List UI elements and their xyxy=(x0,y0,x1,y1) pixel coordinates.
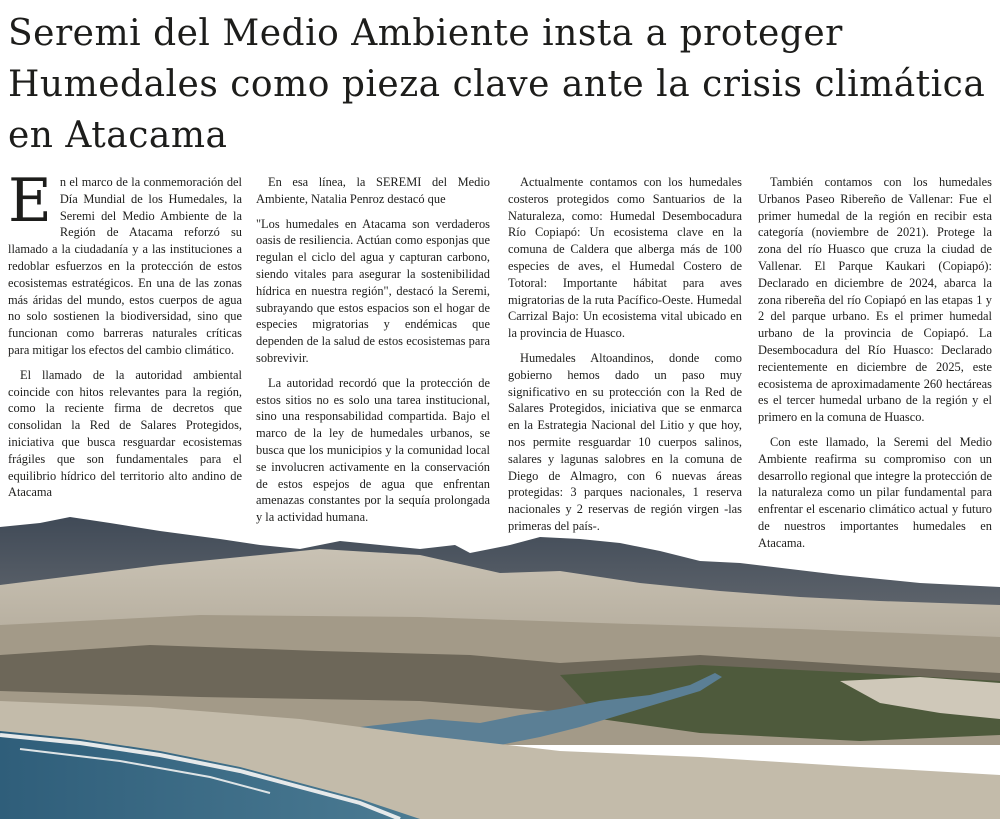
wetland-landscape-photo xyxy=(0,505,1000,819)
paragraph: En esa línea, la SEREMI del Medio Ambiente, Natalia Penroz destacó que xyxy=(256,175,490,206)
landscape-illustration xyxy=(0,505,1000,819)
paragraph: Actualmente contamos con los humedales costeros protegidos como Santuarios de la Naturaleza, como: Humedal Desembocadura Río Copiapó: Un ecosistema clave en la comuna de Caldera que alberga más de 100 especies de aves, el Humedal Costero de Totoral: Importante hábitat para aves migratorias de la ruta Pacífico-Oeste. Humedal Carrizal Bajo: Un ecosistema vital ubicado en la provincia de Huasco. xyxy=(508,175,742,341)
paragraph: También contamos con los humedales Urbanos Paseo Ribereño de Vallenar: Fue el primer humedal de la región en recibir esta categoría (noviembre de 2021). Protege la zona del río Huasco que cruza la ciudad de Vallenar. El Parque Kaukari (Copiapó): Declarado en diciembre de 2024, abarca la zona ribereña del río Copiapó en las etapas 1 y 2 del parque urbano. Es el primer humedal urbano de la provincia de Copiapó. La Desembocadura del Río Huasco: Declarado recientemente en diciembre de 2025, este ecosistema de aproximadamente 260 hectáreas es el tercer humedal urbano de la región y el primero en la comuna de Huasco. xyxy=(758,175,992,425)
article-column-4 xyxy=(758,174,992,560)
article-column-1 xyxy=(8,166,242,509)
quote-paragraph: "Los humedales en Atacama son verdaderos oasis de resiliencia. Actúan como esponjas que regulan el ciclo del agua y capturan carbono, siendo vitales para asegurar la sostenibilidad hídrica en nuestra región", destacó la Seremi, subrayando que estos espacios son el hogar de especies migratorias y endémicas que dependen de la salud de estos ecosistemas para sobrevivir. xyxy=(256,216,490,365)
paragraph: Con este llamado, la Seremi del Medio Ambiente reafirma su compromiso con un desarrollo regional que integre la protección de la naturaleza como un pilar fundamental para enfrentar el escenario climático actual y futuro de nuestros importantes humedales en Atacama. xyxy=(758,434,992,550)
paragraph: La autoridad recordó que la protección de estos sitios no es solo una tarea institucional, sino una responsabilidad compartida. Bajo el marco de la ley de humedales urbanos, se busca que los municipios y la comunidad local se involucren activamente en la conservación de estos espejos de agua que enfrentan amenazas constantes por la sequía prolongada y la actividad humana. xyxy=(256,375,490,525)
article-column-3 xyxy=(508,174,742,543)
paragraph xyxy=(8,166,242,359)
paragraph-text: n el marco de la conmemoración del Día Mundial de los Humedales, la Seremi del Medio Ambiente de la Región de Atacama reforzó su llamado a la ciudadanía y a las instituciones a redoblar esfuerzos en la protección de estos ecosistemas estratégicos. En una de las zonas más áridas del mundo, estos cuerpos de agua no solo sostienen la biodiversidad, sino que funcionan como barreras naturales críticas para mitigar los efectos del cambio climático. xyxy=(8,175,242,357)
headline: Seremi del Medio Ambiente insta a proteger Humedales como pieza clave ante la crisis climática en Atacama xyxy=(8,13,986,156)
paragraph: El llamado de la autoridad ambiental coincide con hitos relevantes para la región, como la reciente firma de decretos que consolidan la Red de Salares Protegidos, iniciativa que busca resguardar ecosistemas frágiles que son fundamentales para el equilibrio hídrico del territorio alto andino de Atacama xyxy=(8,367,242,500)
drop-cap: E xyxy=(8,166,52,236)
article-column-2 xyxy=(256,174,490,534)
paragraph: Humedales Altoandinos, donde como gobierno hemos dado un paso muy significativo en su protección con la Red de Salares Protegidos, iniciativa que se enmarca en la Estrategia Nacional del Litio y que hoy, nos permite resguardar 10 cuerpos salinos, salares y lagunas salobres en la comuna de Diego de Almagro, con 6 nuevas áreas protegidas: 3 parques nacionales, 1 reserva nacionales y 2 reservas de región virgen -las primeras del país-. xyxy=(508,350,742,533)
